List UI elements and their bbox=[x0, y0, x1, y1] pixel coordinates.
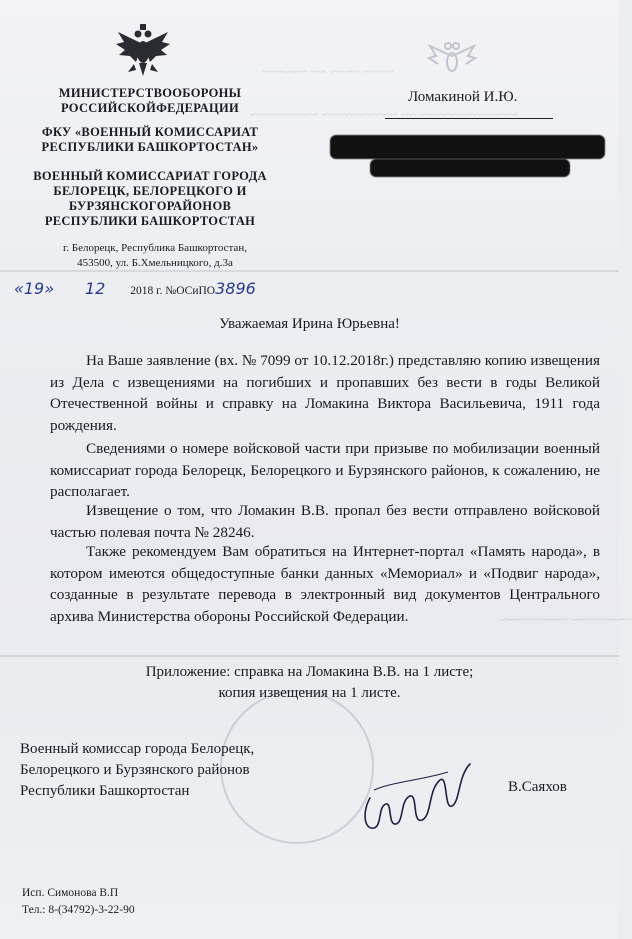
address-line: 453500, ул. Б.Хмельницкого, д.3а bbox=[77, 257, 233, 269]
body-paragraph: Сведениями о номере войсковой части при призыве по мобилизации военный комиссариат города Белорецк, Белорецкого и Бурзянского районов, к сожалению, не располагает. bbox=[50, 440, 600, 500]
executor-info bbox=[22, 885, 135, 919]
office-line: РЕСПУБЛИКИ БАШКОРТОСТАН bbox=[44, 214, 256, 228]
office-address bbox=[30, 241, 280, 271]
executor-name: Исп. Симонова В.П bbox=[22, 887, 119, 899]
fku-line: ФКУ «ВОЕННЫЙ КОМИССАРИАТ bbox=[41, 125, 259, 139]
body-paragraph: На Ваше заявление (вх. № 7099 от 10.12.2018г.) представляю копию извещения из Дела с извещениями на погибших и пропавших без вести в годы Великой Отечественной войны и справку на Ломакина Виктора Васильевича, 1911 года рождения. bbox=[50, 352, 600, 434]
attachment-list bbox=[0, 662, 619, 704]
quote-mark: « bbox=[14, 279, 24, 298]
signer-name: В.Саяхов bbox=[508, 779, 567, 795]
office-name bbox=[0, 169, 300, 229]
date-month: 12 bbox=[84, 279, 106, 298]
office-line: БЕЛОРЕЦК, БЕЛОРЕЦКОГО И bbox=[53, 184, 247, 198]
bleed-through-text: ~~~~~~~~~ ~~~~~~~~ bbox=[500, 611, 632, 626]
quote-mark: » bbox=[44, 279, 55, 298]
fold-line bbox=[0, 655, 619, 657]
recipient-name: Ломакиной И.Ю. bbox=[408, 89, 518, 105]
bleed-through-text: ~~~~~~ ~~ ~~~~ ~~~~ bbox=[262, 63, 394, 78]
office-line: БУРЗЯНСКОГОРАЙОНОВ bbox=[68, 199, 232, 213]
executor-phone: Тел.: 8-(34792)-3-22-90 bbox=[22, 904, 135, 916]
redacted-address bbox=[370, 159, 570, 177]
date-year-prefix: 2018 г. №ОСиПО bbox=[130, 285, 216, 297]
attachment-line: Приложение: справка на Ломакина В.В. на 1 листе; bbox=[145, 664, 474, 680]
greeting: Уважаемая Ирина Юрьевна! bbox=[219, 316, 400, 332]
ministry-line: РОССИЙСКОЙФЕДЕРАЦИИ bbox=[60, 101, 240, 115]
signatory-line: Военный комиссар города Белорецк, bbox=[20, 741, 255, 757]
handwritten-signature bbox=[352, 750, 482, 840]
signatory-line: Белорецкого и Бурзянского районов bbox=[20, 762, 250, 778]
date-day: 19 bbox=[23, 279, 45, 298]
recipient-underline bbox=[385, 118, 553, 119]
eagle-emblem-icon bbox=[112, 18, 174, 80]
signatory-line: Республики Башкортостан bbox=[20, 783, 190, 799]
signatory-title bbox=[20, 739, 254, 802]
redacted-address bbox=[330, 135, 605, 159]
fku-name bbox=[0, 125, 300, 155]
address-line: г. Белорецк, Республика Башкортостан, bbox=[63, 242, 247, 254]
body-paragraph: Извещение о том, что Ломакин В.В. пропал без вести отправлено войсковой частью полевая почта № 28246. bbox=[50, 502, 600, 541]
ministry-name bbox=[0, 86, 300, 116]
body-paragraph: Также рекомендуем Вам обратиться на Интернет-портал «Память народа», в котором имеются общедоступные банки данных «Мемориал» и «Подвиг народа», созданные в результате перевода в электронный вид документов Центрального архива Министерства обороны Российской Федерации. bbox=[50, 543, 600, 625]
office-line: ВОЕННЫЙ КОМИССАРИАТ ГОРОДА bbox=[33, 169, 267, 183]
attachment-line: копия извещения на 1 листе. bbox=[218, 685, 401, 701]
bleed-through-text: ~~~~~~~~~ ~~~~~~~~~~ ~~ ~~~~~~~~~~~~~ bbox=[250, 106, 519, 121]
ministry-line: МИНИСТЕРСТВООБОРОНЫ bbox=[58, 86, 242, 100]
outgoing-number: 3896 bbox=[215, 279, 256, 298]
eagle-emblem-icon bbox=[424, 34, 480, 82]
fku-line: РЕСПУБЛИКИ БАШКОРТОСТАН» bbox=[41, 140, 259, 154]
date-line bbox=[14, 279, 256, 298]
